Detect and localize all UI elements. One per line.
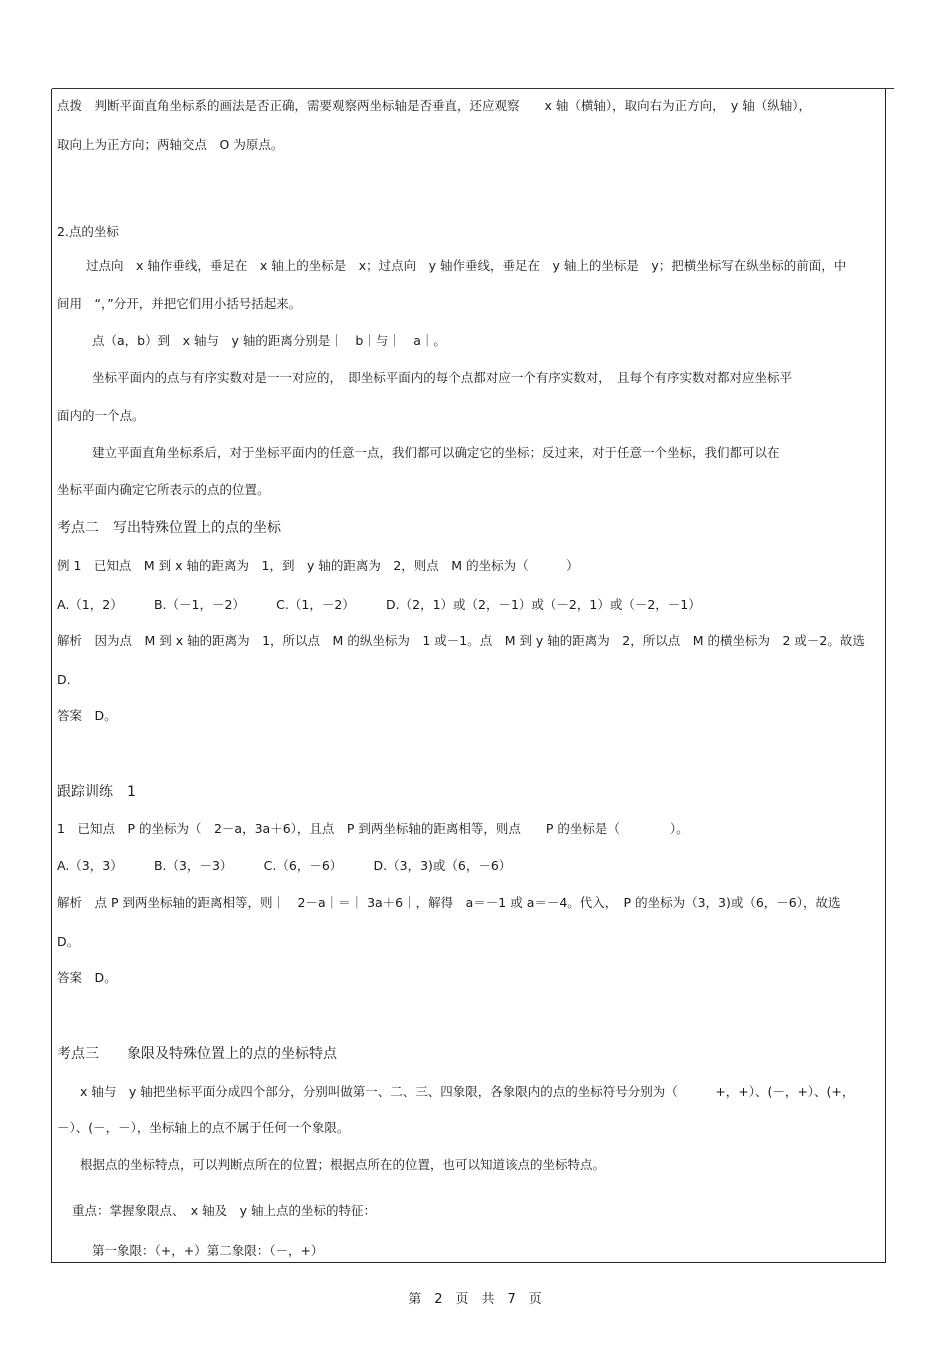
text-line: 重点：掌握象限点、 x 轴及 y 轴上点的坐标的特征： [72,1203,376,1218]
text-line: 坐标平面内的点与有序实数对是一一对应的， 即坐标平面内的每个点都对应一个有序实数对， 且每个有序实数对都对应坐标平 [92,370,793,385]
example-question: 例 1 已知点 M 到 x 轴的距离为 1，到 y 轴的距离为 2，则点 M 的坐标为（ ） [57,558,579,573]
text-line: 面内的一个点。 [57,408,145,423]
text-line: 点拨 判断平面直角坐标系的画法是否正确，需要观察两坐标轴是否垂直，还应观察 x 轴（横轴），取向右为正方向， y 轴（纵轴）， [57,98,811,113]
text-line: x 轴与 y 轴把坐标平面分成四个部分，分别叫做第一、二、三、四象限，各象限内的点的坐标符号分别为（ +，+）、(－，+）、(+， [80,1084,855,1099]
section-heading: 跟踪训练 1 [57,784,136,800]
answer-options: A.（3，3） B.（3，－3） C.（6，－6） D.（3，3)或（6，－6） [57,858,512,873]
text-line: 解析 因为点 M 到 x 轴的距离为 1，所以点 M 的纵坐标为 1 或－1。点 M 到 y 轴的距离为 2，所以点 M 的横坐标为 2 或－2。故选 [57,633,865,648]
page-number: 第 2 页 共 7 页 [408,1292,542,1307]
answer-line: 答案 D。 [57,708,117,723]
text-line: 过点向 x 轴作垂线，垂足在 x 轴上的坐标是 x；过点向 y 轴作垂线，垂足在 y 轴上的坐标是 y；把横坐标写在纵坐标的前面，中 [86,258,847,273]
text-line: 根据点的坐标特点，可以判断点所在的位置；根据点所在的位置，也可以知道该点的坐标特点。 [80,1157,606,1172]
text-line: 第一象限：（+，+）第二象限：（－，+） [92,1243,324,1258]
exercise-question: 1 已知点 P 的坐标为（ 2－a，3a＋6），且点 P 到两坐标轴的距离相等，则点 P 的坐标是（ ）。 [57,821,689,836]
section-heading: 2.点的坐标 [57,224,119,239]
text-line: D. [57,672,71,687]
text-line: 解析 点 P 到两坐标轴的距离相等，则｜ 2－a｜＝｜ 3a＋6｜，解得 a＝－1 或 a＝－4。代入， P 的坐标为（3，3)或（6，－6），故选 [57,895,841,910]
text-line: D。 [57,934,80,949]
section-heading: 考点二 写出特殊位置上的点的坐标 [57,520,281,536]
text-line: 取向上为正方向；两轴交点 O 为原点。 [57,137,284,152]
text-line: 建立平面直角坐标系后，对于坐标平面内的任意一点，我们都可以确定它的坐标；反过来，对于任意一个坐标，我们都可以在 [92,445,780,460]
text-line: －）、(－，－），坐标轴上的点不属于任何一个象限。 [57,1120,350,1135]
answer-options: A.（1，2） B.（－1，－2） C.（1，－2） D.（2，1）或（2，－1）或（－2，1）或（－2，－1） [57,597,701,612]
section-heading: 考点三 象限及特殊位置上的点的坐标特点 [57,1046,337,1062]
text-line: 坐标平面内确定它所表示的点的位置。 [57,482,270,497]
text-line: 点（a，b）到 x 轴与 y 轴的距离分别是｜ b｜与｜ a｜。 [92,333,446,348]
text-line: 间用 “，”分开，并把它们用小括号括起来。 [57,296,302,311]
answer-line: 答案 D。 [57,970,117,985]
